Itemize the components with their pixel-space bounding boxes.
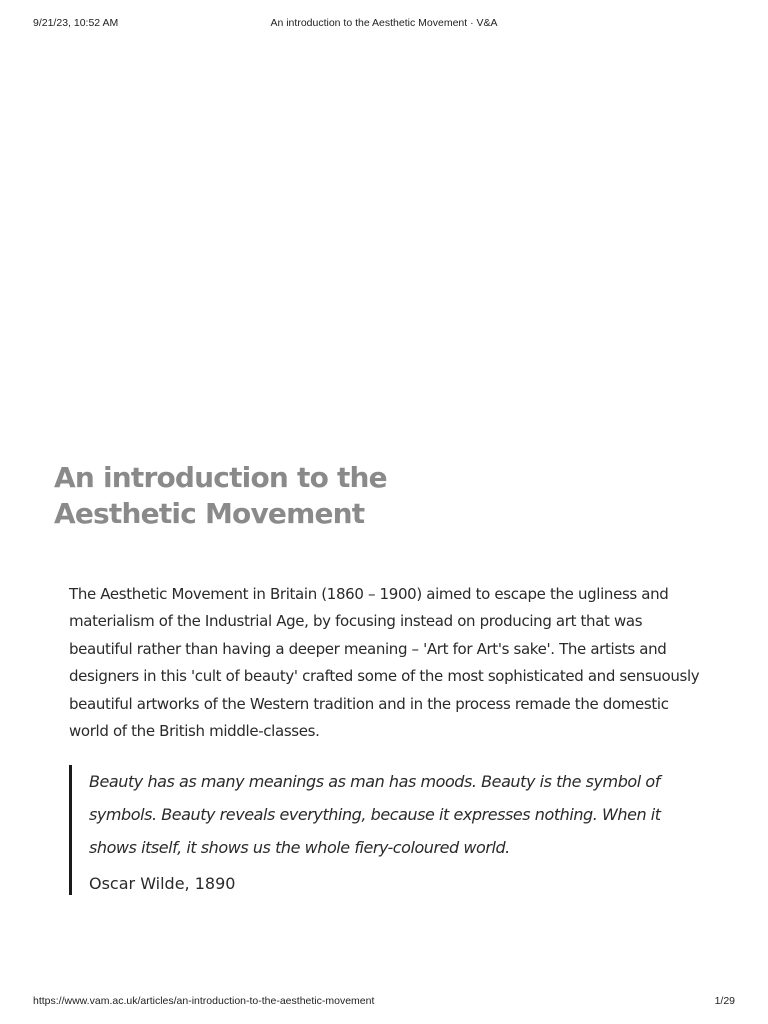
article-title-line-1: An introduction to the [54, 461, 387, 494]
pull-quote [69, 765, 709, 895]
print-footer [33, 995, 735, 1009]
print-header [33, 17, 735, 31]
page-url: https://www.vam.ac.uk/articles/an-introduction-to-the-aesthetic-movement [33, 995, 375, 1007]
article-title-line-2: Aesthetic Movement [54, 497, 365, 530]
page-number: 1/29 [714, 995, 735, 1007]
quote-text: Beauty has as many meanings as man has moods. Beauty is the symbol of symbols. Beauty reveals everything, because it expresses nothing. When it shows itself, it shows us the whole fiery-coloured world. [89, 772, 661, 857]
print-datetime: 9/21/23, 10:52 AM [33, 17, 119, 29]
print-document-title: An introduction to the Aesthetic Movement · V&A [270, 17, 498, 29]
article-title [54, 460, 474, 532]
article-intro: The Aesthetic Movement in Britain (1860 – 1900) aimed to escape the ugliness and materialism of the Industrial Age, by focusing instead on producing art that was beautiful rather than having a deeper meaning – 'Art for Art's sake'. The artists and designers in this 'cult of beauty' crafted some of the most sophisticated and sensuously beautiful artworks of the Western tradition and in the process remade the domestic world of the British middle-classes. [69, 585, 700, 741]
quote-attribution: Oscar Wilde, 1890 [89, 874, 236, 893]
